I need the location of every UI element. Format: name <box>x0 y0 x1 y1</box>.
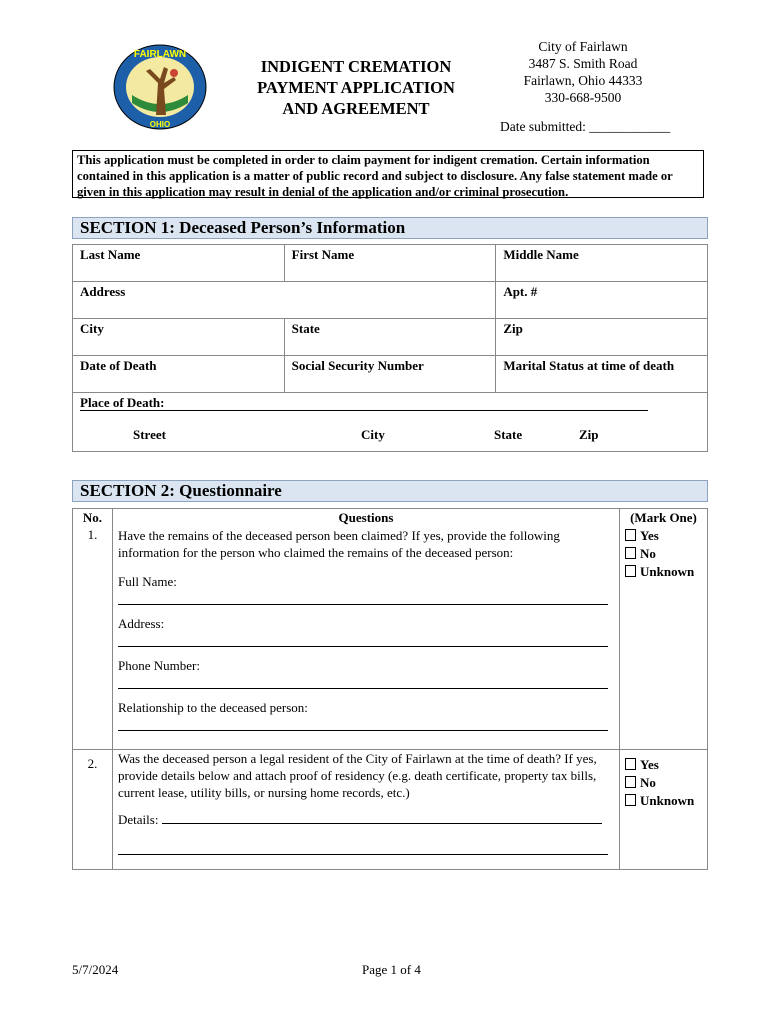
q1-full-name-line[interactable] <box>118 590 608 605</box>
questionnaire-table <box>72 508 708 870</box>
q2-unknown-label: Unknown <box>640 792 695 808</box>
date-of-death-field[interactable]: Date of Death <box>73 356 285 393</box>
q1-no-label: No <box>640 546 656 561</box>
city-name: City of Fairlawn <box>538 39 628 54</box>
legal-notice: This application must be completed in order to claim payment for indigent cremation. Certain information contained in this application is a matter of public record and subject to disclosure. Any false statement made or given in this application may result in denial of the application and/or criminal prosecution. <box>72 150 704 198</box>
logo-bottom-text: OHIO <box>149 120 171 129</box>
pod-city-caption: City <box>361 427 385 442</box>
ssn-field[interactable]: Social Security Number <box>284 356 496 393</box>
city-field[interactable]: City <box>73 319 285 356</box>
q1-phone-line[interactable] <box>118 674 608 689</box>
title-line-3: AND AGREEMENT <box>282 99 430 118</box>
place-of-death-line[interactable] <box>80 410 648 411</box>
city-address-block <box>498 38 668 106</box>
section-1-heading: SECTION 1: Deceased Person’s Information <box>72 217 708 239</box>
place-of-death-field[interactable] <box>72 390 708 452</box>
title-line-1: INDIGENT CREMATION <box>260 57 452 76</box>
apt-field[interactable]: Apt. # <box>496 282 708 319</box>
q1-full-name-label: Full Name: <box>118 574 177 589</box>
title-line-2: PAYMENT APPLICATION <box>257 78 455 97</box>
q2-no-label: No <box>640 774 656 790</box>
logo-top-text: FAIRLAWN <box>133 49 187 60</box>
state-field[interactable]: State <box>284 319 496 356</box>
city-street: 3487 S. Smith Road <box>528 56 638 71</box>
checkbox-icon[interactable] <box>625 529 636 541</box>
middle-name-field[interactable]: Middle Name <box>496 245 708 282</box>
q2-yes-label: Yes <box>640 756 659 772</box>
q2-options <box>620 749 708 869</box>
zip-field[interactable]: Zip <box>496 319 708 356</box>
q2-details-label: Details: <box>118 811 159 827</box>
pod-street-caption: Street <box>133 427 166 442</box>
q1-options <box>620 527 708 749</box>
q1-unknown-option[interactable] <box>625 563 702 581</box>
q2-number: 2. <box>73 749 113 869</box>
q2-no-option[interactable] <box>625 774 702 792</box>
q2-details-row <box>118 811 614 828</box>
address-field[interactable]: Address <box>73 282 496 319</box>
q1-yes-option[interactable] <box>625 527 702 545</box>
date-submitted-field[interactable]: Date submitted: ____________ <box>500 119 671 134</box>
q1-relationship-line[interactable] <box>118 716 608 731</box>
section-2-heading: SECTION 2: Questionnaire <box>72 480 708 502</box>
pod-zip-caption: Zip <box>579 427 599 442</box>
footer-date: 5/7/2024 <box>72 962 119 977</box>
checkbox-icon[interactable] <box>625 565 636 577</box>
col-mark-header: (Mark One) <box>620 509 708 528</box>
checkbox-icon[interactable] <box>625 794 636 806</box>
q1-yes-label: Yes <box>640 528 659 543</box>
question-row-2 <box>73 749 708 869</box>
place-of-death-label: Place of Death: <box>80 395 165 410</box>
q2-body <box>113 749 620 869</box>
deceased-info-table <box>72 244 708 393</box>
col-no-header: No. <box>73 509 113 528</box>
q1-text: Have the remains of the deceased person been claimed? If yes, provide the following information for the person who claimed the remains of the deceased person: <box>118 528 560 560</box>
q2-details-line-1[interactable] <box>162 811 602 824</box>
city-state-zip: Fairlawn, Ohio 44333 <box>523 73 643 88</box>
q1-phone-label: Phone Number: <box>118 658 200 673</box>
city-phone: 330-668-9500 <box>544 90 622 105</box>
q1-unknown-label: Unknown <box>640 564 695 579</box>
q1-number: 1. <box>73 527 113 749</box>
form-title <box>240 56 472 119</box>
checkbox-icon[interactable] <box>625 547 636 559</box>
q2-yes-option[interactable] <box>625 756 702 774</box>
pod-state-caption: State <box>494 427 523 442</box>
first-name-field[interactable]: First Name <box>284 245 496 282</box>
last-name-field[interactable]: Last Name <box>73 245 285 282</box>
question-row-1 <box>73 527 708 749</box>
q1-address-label: Address: <box>118 616 165 631</box>
q1-relationship-label: Relationship to the deceased person: <box>118 700 308 715</box>
city-seal-logo <box>112 43 208 131</box>
q1-address-line[interactable] <box>118 632 608 647</box>
marital-status-field[interactable]: Marital Status at time of death <box>496 356 708 393</box>
checkbox-icon[interactable] <box>625 758 636 770</box>
checkbox-icon[interactable] <box>625 776 636 788</box>
footer-page-number: Page 1 of 4 <box>362 962 421 977</box>
q1-no-option[interactable] <box>625 545 702 563</box>
q1-body <box>113 527 620 749</box>
q2-unknown-option[interactable] <box>625 792 702 810</box>
col-questions-header: Questions <box>113 509 620 528</box>
q2-text: Was the deceased person a legal resident of the City of Fairlawn at the time of death? If yes, provide details below and attach proof of residency (e.g. death certificate, property tax bills, current lease, utility bills, or nursing home records, etc.) <box>118 750 597 800</box>
q2-details-line-2[interactable] <box>118 840 608 855</box>
